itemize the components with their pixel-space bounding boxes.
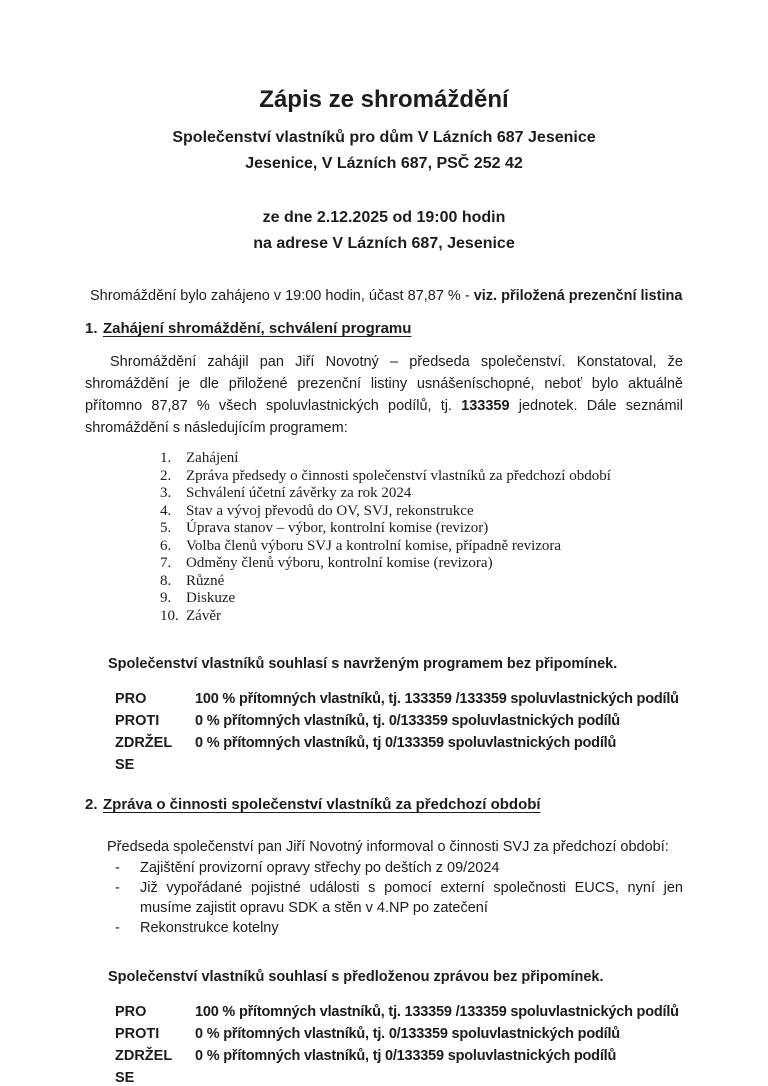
section-2-intro: Předseda společenství pan Jiří Novotný informoval o činnosti SVJ za předchozí období: — [107, 839, 669, 855]
program-item-text: Volba členů výboru SVJ a kontrolní komise, případně revizora — [186, 537, 562, 554]
bullet-text: Rekonstrukce kotelny — [140, 920, 279, 936]
vote-value: 0 % přítomných vlastníků, tj. 0/133359 spoluvlastnických podílů — [195, 713, 620, 729]
program-item-text: Závěr — [186, 607, 221, 624]
program-item-number: 9. — [160, 590, 172, 606]
vote-row-pro — [85, 688, 683, 710]
vote-row-zdrzel-se — [85, 1045, 683, 1086]
activity-bullet-list — [85, 858, 683, 938]
bullet-item — [85, 878, 683, 918]
section-1-heading — [85, 318, 683, 340]
program-item-text: Zahájení — [186, 450, 239, 466]
vote-value: 0 % přítomných vlastníků, tj 0/133359 spoluvlastnických podílů — [195, 1048, 617, 1064]
program-item — [160, 573, 683, 591]
program-item — [160, 555, 683, 573]
document-title: Zápis ze shromáždění — [259, 86, 509, 113]
vote-row-proti — [85, 1023, 683, 1045]
program-item-number: 5. — [160, 520, 172, 536]
program-item — [160, 468, 683, 486]
meeting-date-line: ze dne 2.12.2025 od 19:00 hodin — [262, 209, 506, 226]
program-item — [160, 538, 683, 556]
section-1-title: Zahájení shromáždění, schválení programu — [103, 320, 412, 337]
program-item-text: Různé — [186, 572, 225, 589]
association-name: Společenství vlastníků pro dům V Lázních 687 Jesenice — [172, 129, 596, 146]
program-item — [160, 520, 683, 538]
association-address: Jesenice, V Lázních 687, PSČ 252 42 — [245, 155, 523, 172]
section-2-number: 2. — [85, 796, 98, 813]
vote-row-pro — [85, 1001, 683, 1023]
program-item-number: 10. — [160, 607, 179, 624]
vote-table-2 — [85, 1001, 683, 1086]
program-item-text: Schválení účetní závěrky za rok 2024 — [186, 485, 412, 501]
program-item-number: 7. — [160, 555, 172, 571]
vote-value: 0 % přítomných vlastníků, tj 0/133359 spoluvlastnických podílů — [195, 735, 617, 751]
program-item-number: 1. — [160, 450, 172, 466]
paragraph-part-2: jednotek. Dále seznámil shromáždění s následujícím programem: — [85, 398, 683, 436]
attendance-reference-bold: viz. přiložená prezenční listina — [473, 288, 683, 304]
attendance-line — [90, 285, 683, 307]
program-item-number: 6. — [160, 537, 172, 554]
bullet-item — [85, 918, 683, 938]
paragraph-part-1: Shromáždění zahájil pan Jiří Novotný – předseda společenství. Konstatoval, že shromáždění je dle přiložené prezenční listiny usnášeníschopné, neboť bylo aktuálně přítomno 87,87 % všech spoluvlastnických podílů, tj. — [85, 354, 683, 414]
program-item-number: 3. — [160, 485, 172, 501]
vote-label: PROTI — [115, 713, 160, 729]
program-item — [160, 608, 683, 626]
program-item-text: Diskuze — [186, 590, 236, 606]
program-item — [160, 485, 683, 503]
vote-label: PRO — [115, 1004, 147, 1020]
vote-value: 0 % přítomných vlastníků, tj. 0/133359 spoluvlastnických podílů — [195, 1026, 620, 1042]
program-item-text: Odměny členů výboru, kontrolní komise (revizora) — [186, 555, 493, 571]
program-item-text: Zpráva předsedy o činnosti společenství vlastníků za předchozí období — [186, 467, 611, 484]
resolution-statement-2: Společenství vlastníků souhlasí s předloženou zprávou bez připomínek. — [108, 969, 604, 985]
bullet-item — [85, 858, 683, 878]
vote-label: ZDRŽEL SE — [115, 1048, 172, 1086]
section-2-title: Zpráva o činnosti společenství vlastníků za předchozí období — [103, 796, 541, 813]
bullet-text: Zajištění provizorní opravy střechy po deštích z 09/2024 — [140, 860, 500, 876]
resolution-statement-1: Společenství vlastníků souhlasí s navrženým programem bez připomínek. — [108, 656, 618, 672]
program-item — [160, 590, 683, 608]
program-item-number: 8. — [160, 572, 172, 589]
program-item — [160, 450, 683, 468]
vote-label: PRO — [115, 691, 147, 707]
section-2-heading — [85, 794, 683, 816]
vote-row-zdrzel-se — [85, 732, 683, 776]
bullet-dash: - — [115, 920, 120, 936]
vote-table-1 — [85, 688, 683, 776]
program-item — [160, 503, 683, 521]
vote-row-proti — [85, 710, 683, 732]
attendance-text: Shromáždění bylo zahájeno v 19:00 hodin, účast 87,87 % - — [90, 288, 474, 304]
program-item-text: Stav a vývoj převodů do OV, SVJ, rekonstrukce — [186, 502, 474, 519]
program-item-number: 4. — [160, 502, 172, 519]
meeting-place-line: na adrese V Lázních 687, Jesenice — [253, 235, 515, 252]
section-1-number: 1. — [85, 320, 98, 337]
document-header — [85, 84, 683, 257]
vote-value: 100 % přítomných vlastníků, tj. 133359 /133359 spoluvlastnických podílů — [195, 691, 679, 707]
program-item-text: Úprava stanov – výbor, kontrolní komise (revizor) — [186, 520, 489, 536]
vote-label: ZDRŽEL SE — [115, 735, 172, 773]
units-count-bold: 133359 — [461, 398, 510, 414]
section-1-paragraph — [85, 351, 683, 439]
vote-value: 100 % přítomných vlastníků, tj. 133359 /133359 spoluvlastnických podílů — [195, 1004, 679, 1020]
program-list — [160, 450, 683, 625]
vote-label: PROTI — [115, 1026, 160, 1042]
program-item-number: 2. — [160, 467, 172, 484]
bullet-dash: - — [115, 860, 120, 876]
bullet-text: Již vypořádané pojistné události s pomocí externí společnosti EUCS, nyní jen musíme zajistit opravu SDK a stěn v 4.NP po zatečení — [140, 880, 683, 916]
bullet-dash: - — [115, 880, 120, 896]
